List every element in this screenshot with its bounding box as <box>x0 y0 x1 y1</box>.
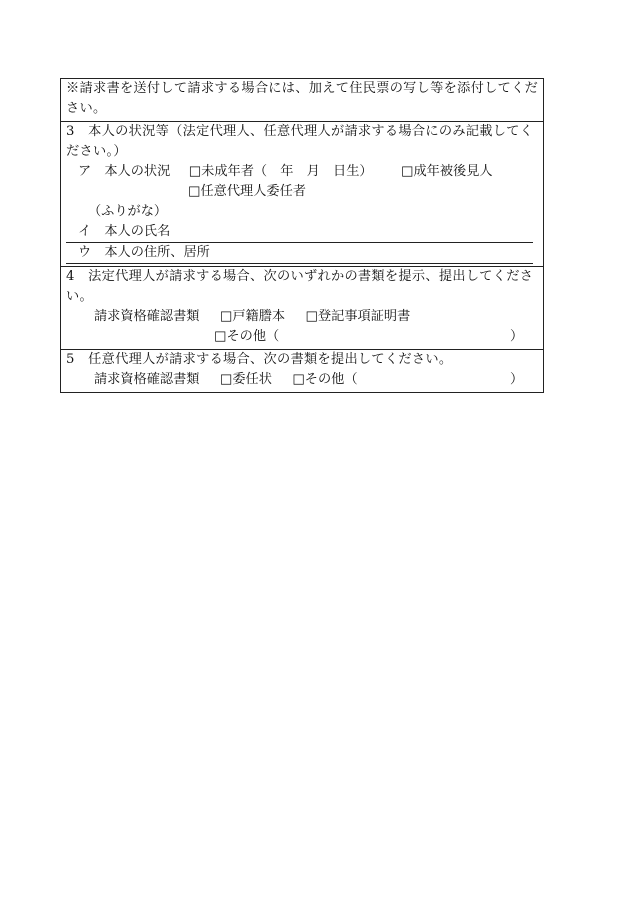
section-4 <box>61 267 543 350</box>
section-5-heading: 5 任意代理人が請求する場合、次の書類を提出してください。 <box>66 352 453 367</box>
section-4-heading: 4 法定代理人が請求する場合、次のいずれかの書類を提示、提出してください。 <box>66 269 534 304</box>
section-4-other-checkbox[interactable]: □その他（ <box>214 329 280 344</box>
notice-section <box>61 79 543 122</box>
minor-checkbox[interactable]: □未成年者（ 年 月 日生） <box>188 164 373 179</box>
principal-address-label: ウ 本人の住所、居所 <box>78 245 210 260</box>
status-row <box>66 162 539 182</box>
principal-name-field[interactable] <box>66 222 533 243</box>
section-5-other-checkbox[interactable]: □その他（ <box>292 372 358 387</box>
section-5 <box>61 350 543 392</box>
status-row-2 <box>66 182 539 202</box>
section-4-other-row <box>66 327 539 347</box>
principal-checkbox[interactable]: □任意代理人委任者 <box>188 184 306 199</box>
section-3-heading: 3 本人の状況等（法定代理人、任意代理人が請求する場合にのみ記載してください。） <box>66 124 534 159</box>
status-label: ア 本人の状況 <box>78 164 171 179</box>
section-4-docs-row <box>66 307 539 327</box>
section-5-close-paren: ） <box>510 372 524 387</box>
section-5-docs-row <box>66 370 539 390</box>
principal-address-field[interactable] <box>66 243 533 264</box>
principal-name-label: イ 本人の氏名 <box>78 224 171 239</box>
power-of-attorney-checkbox[interactable]: □委任状 <box>219 372 272 387</box>
request-form-box <box>60 78 544 393</box>
family-register-checkbox[interactable]: □戸籍謄本 <box>219 309 286 324</box>
registry-certificate-checkbox[interactable]: □登記事項証明書 <box>305 309 411 324</box>
adult-ward-checkbox[interactable]: □成年被後見人 <box>401 164 493 179</box>
section-4-close-paren: ） <box>510 329 524 344</box>
section-5-docs-label: 請求資格確認書類 <box>94 372 200 387</box>
section-3 <box>61 122 543 267</box>
notice-text: ※請求書を送付して請求する場合には、加えて住民票の写し等を添付してください。 <box>66 81 539 116</box>
furigana-label: （ふりがな） <box>88 204 168 219</box>
section-4-docs-label: 請求資格確認書類 <box>94 309 200 324</box>
